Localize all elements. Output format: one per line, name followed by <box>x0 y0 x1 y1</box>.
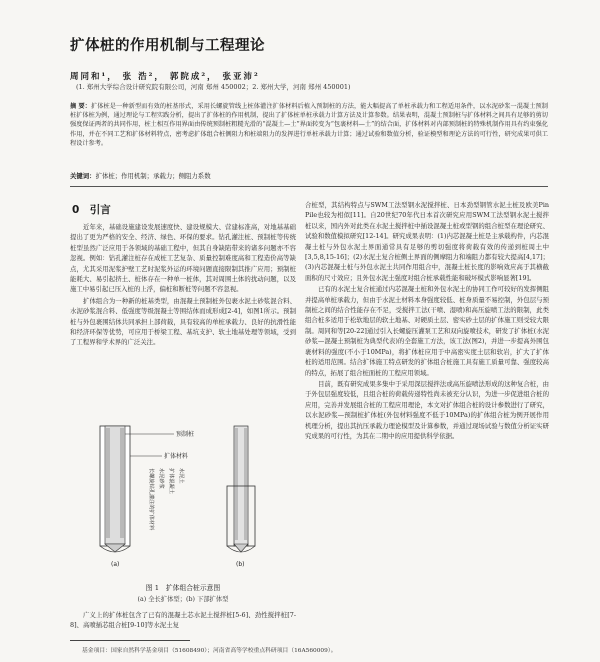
right-paragraph-3: 目前，既有研究成果多集中于采用深层搅拌法或高压旋喷法形成的这种复合桩，由于外包层强度较低，且组合桩的荷载传递特性尚未被充分认识，为进一步促进组合桩的应用，完善并发展组合桩的工程应用理论，本文对扩体组合桩的设计参数进行了研究，以水泥砂浆—预制桩扩体桩(外包材料强度不低于10MPa)的扩体组合桩为例开展作用机理分析，提出其抗压承载力理论模型及计算参数，并通过现场试验与数值分析证实研究成果的可行性，为其在二期中的应用提供科学依据。 <box>305 379 549 440</box>
abstract-label: 摘 要： <box>70 103 92 110</box>
paper-title: 扩体桩的作用机制与工程理论 <box>70 38 265 54</box>
abstract-text: 扩体桩是一种新型而有效的桩基形式，采用长螺旋管线上桩体灌注扩体材料后植入预制桩的方法，能大幅提高了单桩承载力和工程适用条件，以水泥砂浆一混凝土预制桩扩体桩为例，通过理论与工程实践分析，提出了扩体桩的作用机制，提出了扩体桩单桩承载力计算方法及计算参数。结果表明，混凝土预制桩与扩体材料之间具有足够的剪切强度保证两者的共同作用，桩土相互作用界面由传统预制桩粗糙光滑的“混凝土—土”界面转变为“包裹材料—土”的结合面，扩体材料对内部预制桩的特殊机制作用具有约束强化作用，并在不同工艺和扩体材料特点，密考虑扩体组合桩侧阻力和桩端阻力的发挥进行单桩承载力计算；通过试验和数值分析，验证模型和理论方法的可行性，研究成果可供工程设计参考。 <box>70 103 548 147</box>
callout-prefab-pile: 预制桩 <box>176 431 195 438</box>
keywords <box>70 171 548 180</box>
vlabel-1: 长螺旋钻孔灌注的扩体材料 <box>148 468 154 531</box>
keywords-text: 扩体桩；作用机制；承载力；侧阻力系数 <box>95 172 211 180</box>
callout-extension-material: 扩体材料 <box>164 453 189 460</box>
pile-a-full-length <box>100 426 130 552</box>
footnote-divider <box>70 640 190 641</box>
intro-paragraph-3: 广义上的扩体桩包含了已有的混凝土芯水泥土搅拌桩[5-6]、劲性搅拌桩[7-8]、高喷插芯组合桩[9-10]等水泥土复 <box>70 611 296 630</box>
right-paragraph-2: 已有的水泥土复合桩通过内芯混凝土桩和外包水泥土的协同工作可较好的发挥侧阻并提高单桩承载力，但由于水泥土材料本身强度较低、桩身质量不易控制，外包层与预制桩之间的结合性能存在不足，受搅拌工法(干喷、湿喷)和高压旋喷工法的限制，此类组合桩多适用于松软地层的软土地基、对硬质土层、密实砂土层的扩体施工则受较大限制。周同和等[20-22]通过引入长螺旋压灌泵工艺和双向旋喷技术，研发了扩体桩(水泥砂浆—混凝土预制桩为典型代表)的全套施工方法，该工法(图2)，并进一步提高外围包裹材料的强度(不小于10MPa)，将扩体桩应用于中高密实度土层和软岩，扩大了扩体桩的适用范围。结合扩体施工特点研发的扩体组合桩施工具有施工质量可靠、强度较高的特点，拓展了组合桩面桩的工程应用领域。 <box>305 285 549 377</box>
abstract <box>70 102 548 148</box>
intro-paragraphs <box>70 222 296 406</box>
right-paragraph-1: 合桩型，其结构特点与SWM工法型钢水泥搅拌桩、日本劲型钢管水泥土桩及欧美Pin Pile也较为相似[11]。自20世纪70年代日本首次研究应用SWM工法型钢水泥土搅拌桩以来，国内外对此类在水泥土搅拌桩中插设混凝土桩或型钢的组合桩型在理论研究、试验和数值模拟研究[12-14]。研究成果表明：(1)内芯混凝土桩是主承载构件，内芯混凝土桩与外包水泥土界面通常具有足够的剪切强度将荷载有效的传递到桩周土中[3,5,8,15-16]；(2)水泥土复合桩侧土界面的侧摩阻力和端阻力都有较大提高[4,17]；(3)内芯混凝土桩与外包水泥土共同作用组合中，混凝土桩长度的影响效应高于其横截面积的尺寸效应；且外包水泥土强度对组合桩承载性能和破坏模式影响显著[19]。 <box>305 201 549 282</box>
section-heading-intro: 0 引言 <box>72 204 111 216</box>
vlabel-2: 水泥砂浆 <box>158 468 164 489</box>
label-a: (a) <box>111 561 120 568</box>
figure-1-subcaption: (a) 全长扩体型；(b) 下部扩体型 <box>137 596 229 603</box>
intro-paragraph-1: 近年来，基础设施建设发展速度快、建设规模大、营建标准高，对地基基础提出了更为严格的安全、经济、绿色、环保的要求。钻孔灌注桩、预制桩等传统桩型虽然广泛应用于各领域的基础工程中，但其自身缺陷带来的诸多问题亦不容忽视。例如：钻孔灌注桩存在成桩工艺复杂、质量控制难度高和工程造价高等缺点，尤其采用泥浆护壁工艺时泥浆外运的环境问题直接限制其推广应用；预制桩能耗大、易引起挤土、桩体存在一种单一桩体，其对周围土体的扰动问题，以及施工中易引起已压入桩的上浮，偏桩和断桩等问题不容忽视。 <box>70 223 296 294</box>
author-list: 周同和¹， 张 浩²， 郭院成²， 张亚沛² <box>70 72 260 82</box>
figure-1-caption: 图 1 扩体组合桩示意图 <box>145 584 221 592</box>
figure-callouts <box>125 430 194 531</box>
vlabel-3: 扩体混凝土 <box>168 468 174 494</box>
funding-footnote: 基金项目：国家自然科学基金项目（51608490）；河南省高等学校重点科研项目（16A560009）。 <box>82 648 337 654</box>
label-b: (b) <box>236 561 245 568</box>
header-divider <box>70 186 548 187</box>
intro-paragraph-2: 扩体组合为一种新的桩基类型，由混凝土预制桩外包裹水泥土砂浆混合料、水泥砂浆混合料、低强度等级混凝土等围结体而成形成[2-4]，如图1所示。预制桩与外包裹围结体共同承担上部荷载，具有较高的单桩承载力、良好的抗滑性能和经济环保等优势，可应用于桥梁工程、基坑支护、软土地基处理等领域，受到了工程界和学术界的广泛关注。 <box>70 296 296 347</box>
keywords-label: 关键词： <box>70 172 96 180</box>
pile-b-lower-extension <box>227 426 255 552</box>
right-column-text <box>305 200 549 634</box>
figure-1-diagram <box>84 418 284 568</box>
vlabel-4: 水泥土 <box>178 468 184 484</box>
affiliation: (1. 郑州大学综合设计研究院有限公司，河南 郑州 450002；2. 郑州大学，河南 郑州 450001) <box>76 83 351 91</box>
